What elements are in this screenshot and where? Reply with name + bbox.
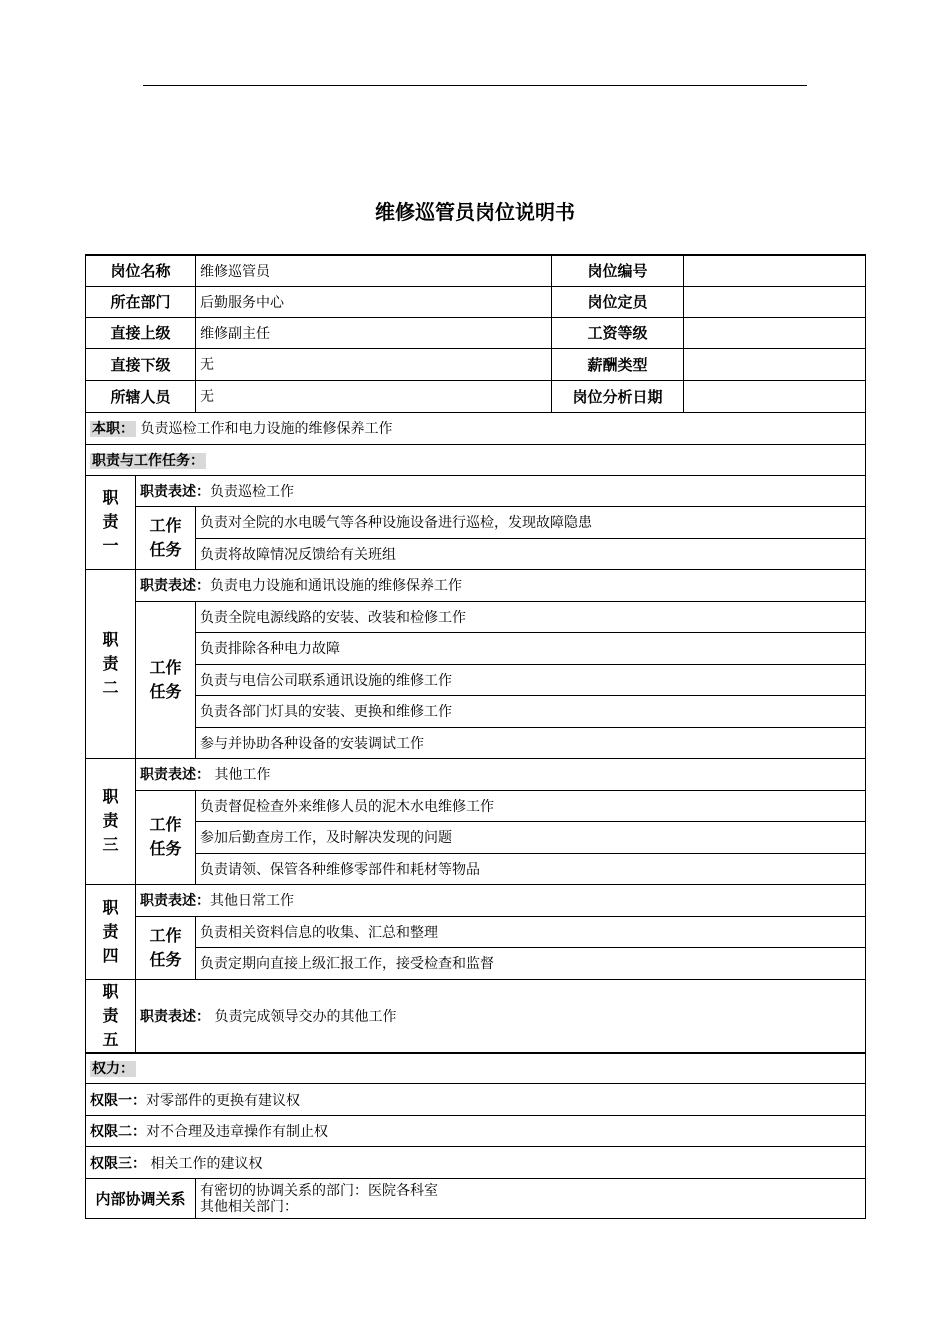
- duties-header-row: [86, 444, 866, 475]
- duty-2-task-2: 负责排除各种电力故障: [196, 632, 866, 664]
- value-job-code: [684, 255, 866, 286]
- label-headcount: 岗位定员: [552, 286, 684, 317]
- duty-2-desc: 负责电力设施和通讯设施的维修保养工作: [210, 578, 462, 594]
- duty-3-desc-row: 职责表述： 其他工作: [136, 758, 866, 790]
- value-subordinate: 无: [196, 348, 552, 380]
- label-pay-type: 薪酬类型: [552, 348, 684, 380]
- duty-1-task-label: 工作 任务: [136, 506, 196, 569]
- label-staff: 所辖人员: [86, 380, 196, 412]
- value-job-name: 维修巡管员: [196, 255, 552, 286]
- duty-2-task-4: 负责各部门灯具的安装、更换和维修工作: [196, 695, 866, 727]
- label-job-code: 岗位编号: [552, 255, 684, 286]
- value-superior: 维修副主任: [196, 317, 552, 348]
- power-item-3: 权限三： 相关工作的建议权: [86, 1147, 866, 1179]
- duty-4-task-1: 负责相关资料信息的收集、汇总和整理: [196, 916, 866, 947]
- duty-5-desc: 负责完成领导交办的其他工作: [210, 1008, 397, 1025]
- power-item-1: 权限一：对零部件的更换有建议权: [86, 1084, 866, 1116]
- job-description-table: [85, 254, 866, 1219]
- value-wage-grade: [684, 317, 866, 348]
- duty-4-task-label: 工作 任务: [136, 916, 196, 979]
- power-header-row: [86, 1053, 866, 1084]
- power-item-2: 权限二：对不合理及违章操作有制止权: [86, 1116, 866, 1147]
- duty-3-task-2: 参加后勤查房工作，及时解决发现的问题: [196, 821, 866, 853]
- duty-1-name: 职 责 一: [86, 475, 136, 569]
- coord-line-1: 有密切的协调关系的部门：医院各科室: [200, 1182, 439, 1199]
- duty-4-desc-row: 职责表述：其他日常工作: [136, 884, 866, 916]
- duty-5-name: 职 责 五: [86, 979, 136, 1053]
- duty-5-desc-row: 职责表述： 负责完成领导交办的其他工作: [136, 979, 866, 1053]
- duty-3-task-1: 负责督促检查外来维修人员的泥木水电维修工作: [196, 790, 866, 821]
- duty-1-desc-row: 职责表述：负责巡检工作: [136, 475, 866, 506]
- doc-title: 维修巡管员岗位说明书: [375, 200, 575, 224]
- value-headcount: [684, 286, 866, 317]
- coord-value: [196, 1179, 866, 1219]
- duties-header: 职责与工作任务：: [92, 452, 204, 469]
- label-department: 所在部门: [86, 286, 196, 317]
- label-superior: 直接上级: [86, 317, 196, 348]
- label-subordinate: 直接下级: [86, 348, 196, 380]
- duty-3-task-3: 负责请领、保管各种维修零部件和耗材等物品: [196, 853, 866, 884]
- duty-2-name: 职 责 二: [86, 569, 136, 758]
- duty-3-task-label: 工作 任务: [136, 790, 196, 884]
- duty-2-task-5: 参与并协助各种设备的安装调试工作: [196, 727, 866, 758]
- duty-4-task-2: 负责定期向直接上级汇报工作，接受检查和监督: [196, 947, 866, 979]
- value-department: 后勤服务中心: [196, 286, 552, 317]
- label-wage-grade: 工资等级: [552, 317, 684, 348]
- header-rule: [143, 85, 807, 86]
- duty-3-desc: 其他工作: [210, 767, 271, 783]
- main-duty-text: 负责巡检工作和电力设施的维修保养工作: [140, 421, 393, 437]
- value-analysis-date: [684, 380, 866, 412]
- duty-4-desc: 其他日常工作: [210, 893, 294, 909]
- duty-1-desc: 负责巡检工作: [210, 483, 294, 500]
- main-duty-row: [86, 412, 866, 444]
- duty-4-name: 职 责 四: [86, 884, 136, 979]
- value-pay-type: [684, 348, 866, 380]
- power-header: 权力：: [92, 1061, 134, 1078]
- duty-2-desc-row: 职责表述：负责电力设施和通讯设施的维修保养工作: [136, 569, 866, 601]
- duty-1-task-1: 负责对全院的水电暖气等各种设施设备进行巡检，发现故障隐患: [196, 506, 866, 538]
- main-duty-label: 本职：: [92, 421, 134, 437]
- value-staff: 无: [196, 380, 552, 412]
- coord-line-2: 其他相关部门：: [200, 1198, 299, 1215]
- duty-1-task-2: 负责将故障情况反馈给有关班组: [196, 538, 866, 569]
- label-analysis-date: 岗位分析日期: [552, 380, 684, 412]
- duty-2-task-3: 负责与电信公司联系通讯设施的维修工作: [196, 664, 866, 695]
- duty-2-task-1: 负责全院电源线路的安装、改装和检修工作: [196, 601, 866, 632]
- label-job-name: 岗位名称: [86, 255, 196, 286]
- duty-2-task-label: 工作 任务: [136, 601, 196, 758]
- duty-3-name: 职 责 三: [86, 758, 136, 884]
- coord-label: 内部协调关系: [86, 1179, 196, 1219]
